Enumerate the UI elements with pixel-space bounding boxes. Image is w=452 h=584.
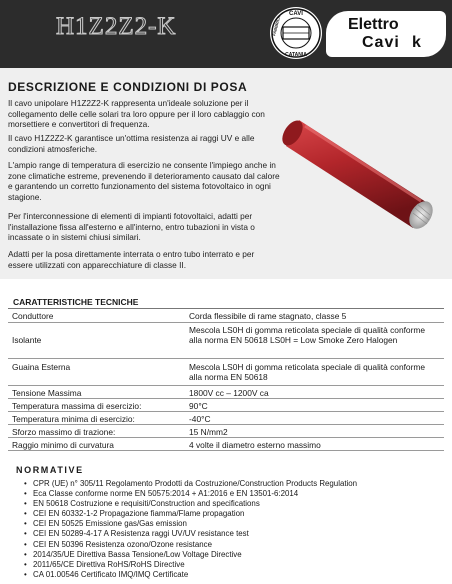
- brand-word-cavi: [362, 34, 422, 52]
- normative-item-text: CEI EN 50525 Emissione gas/Gas emission: [33, 519, 187, 529]
- normative-list: [24, 479, 444, 580]
- tech-row-key: Guaina Esterna: [12, 362, 71, 372]
- tech-row-value: -40°C: [189, 414, 211, 424]
- normative-item: [24, 540, 444, 550]
- normative-item-text: 2011/65/CE Direttiva RoHS/RoHS Directive: [33, 559, 185, 569]
- normative-item: [24, 570, 444, 580]
- tech-row: [8, 438, 444, 451]
- product-code-title: H1Z2Z2-K: [56, 13, 177, 40]
- bullet-icon: •: [24, 559, 27, 569]
- normative-item-text: CA 01.00546 Certificato IMQ/IMQ Certificate: [33, 569, 189, 579]
- normative-item-text: 2014/35/UE Direttiva Bassa Tensione/Low Voltage Directive: [33, 549, 242, 559]
- normative-item-text: EN 50618 Costruzione e requisiti/Construction and specifications: [33, 499, 260, 509]
- normative-title: NORMATIVE: [16, 465, 84, 475]
- bullet-icon: •: [24, 569, 27, 579]
- description-title: DESCRIZIONE E CONDIZIONI DI POSA: [8, 80, 248, 94]
- tech-row: [8, 359, 444, 386]
- tech-title: CARATTERISTICHE TECNICHE: [13, 297, 139, 307]
- tech-row: [8, 323, 444, 359]
- red-cable-image: [281, 110, 449, 240]
- tech-row: [8, 425, 444, 438]
- tech-row: [8, 412, 444, 425]
- seal-top-text: CAVI: [289, 11, 303, 17]
- bullet-icon: •: [24, 549, 27, 559]
- bullet-icon: •: [24, 489, 27, 499]
- normative-item: [24, 499, 444, 509]
- normative-item: [24, 550, 444, 560]
- normative-item-text: CEI EN 60332-1-2 Propagazione fiamma/Flame propagation: [33, 509, 245, 519]
- normative-item-text: Eca Classe conforme norme EN 50575:2014 + A1:2016 e EN 13501-6:2014: [33, 489, 299, 499]
- tech-row: [8, 386, 444, 399]
- normative-item: [24, 479, 444, 489]
- bullet-icon: •: [24, 519, 27, 529]
- description-paragraph-2: Il cavo H1Z2Z2-K garantisce un'ottima resistenza ai raggi UV e alle condizioni atmosferiche.: [8, 133, 255, 154]
- tech-row-key: Temperatura massima di esercizio:: [12, 401, 142, 411]
- bullet-icon: •: [24, 509, 27, 519]
- brand-word-k: k: [412, 34, 422, 51]
- normative-item: [24, 529, 444, 539]
- tech-row-value: Mescola LS0H di gomma reticolata speciale di qualità conforme alla norma EN 50618 LS0H = Low Smoke Zero Halogen: [189, 325, 426, 345]
- tech-row-key: Raggio minimo di curvatura: [12, 440, 114, 450]
- tech-row-value: 4 volte il diametro esterno massimo: [189, 440, 321, 450]
- tech-row-key: Tensione Massima: [12, 388, 82, 398]
- tech-row-value: 15 N/mm2: [189, 427, 228, 437]
- normative-item-text: CEI EN 50396 Resistenza ozono/Ozone resistance: [33, 539, 212, 549]
- tech-row-value: 1800V cc – 1200V ca: [189, 388, 269, 398]
- seal-left-text: FABBRICA: [271, 14, 282, 37]
- tech-row-value: Corda flessibile di rame stagnato, classe 5: [189, 311, 347, 321]
- description-paragraph-3: L'ampio range di temperatura di esercizio ne consente l'impiego anche in zone climatiche estreme, prevenendo il deterioramento causato dal calore e garantendo un corretto funzionamento del sistema fotovoltaico in ogni stagione.: [8, 160, 280, 202]
- normative-item: [24, 509, 444, 519]
- bullet-icon: •: [24, 529, 27, 539]
- tech-row-key: Conduttore: [12, 311, 54, 321]
- bullet-icon: •: [24, 539, 27, 549]
- tech-row-key: Sforzo massimo di trazione:: [12, 427, 116, 437]
- tech-row: [8, 309, 444, 323]
- normative-item: [24, 560, 444, 570]
- tech-row-key: Isolante: [12, 335, 42, 345]
- seal-bottom-text: CATANIA: [285, 52, 307, 58]
- normative-item-text: CEI EN 50289-4-17 A Resistenza raggi UV/UV resistance test: [33, 529, 249, 539]
- brand-word-elettro: Elettro: [348, 16, 399, 33]
- bullet-icon: •: [24, 499, 27, 509]
- tech-row: [8, 399, 444, 412]
- tech-table-header: [8, 292, 444, 309]
- normative-item: [24, 489, 444, 499]
- description-paragraph-4: Per l'interconnessione di elementi di impianti fotovoltaici, adatti per l'installazione fissa all'esterno e all'interno, entro tubazioni in vista o incassate o in sistemi chiusi similari.: [8, 211, 255, 243]
- tech-row-value: 90°C: [189, 401, 208, 411]
- description-paragraph-5: Adatti per la posa direttamente interrata o entro tubo interrato e per essere utilizzati con apparecchiature di classe II.: [8, 249, 255, 270]
- header-bar: [0, 0, 452, 68]
- tech-row-key: Temperatura minima di esercizio:: [12, 414, 135, 424]
- description-paragraph-1: Il cavo unipolare H1Z2Z2-K rappresenta un'ideale soluzione per il collegamento delle celle solari tra loro oppure per il loro cablaggio con morsettiere e convertitori di frequenza.: [8, 98, 265, 130]
- brand-word-cavi-text: Cavi: [362, 34, 400, 51]
- company-seal-logo: [269, 6, 323, 60]
- brand-logo: [326, 11, 446, 57]
- tech-row-value: Mescola LS0H di gomma reticolata speciale di qualità conforme alla norma EN 50618: [189, 362, 426, 382]
- bullet-icon: •: [24, 479, 27, 488]
- normative-item: [24, 519, 444, 529]
- normative-item-text: CPR (UE) n° 305/11 Regolamento Prodotti da Costruzione/Construction Products Regulation: [33, 479, 358, 488]
